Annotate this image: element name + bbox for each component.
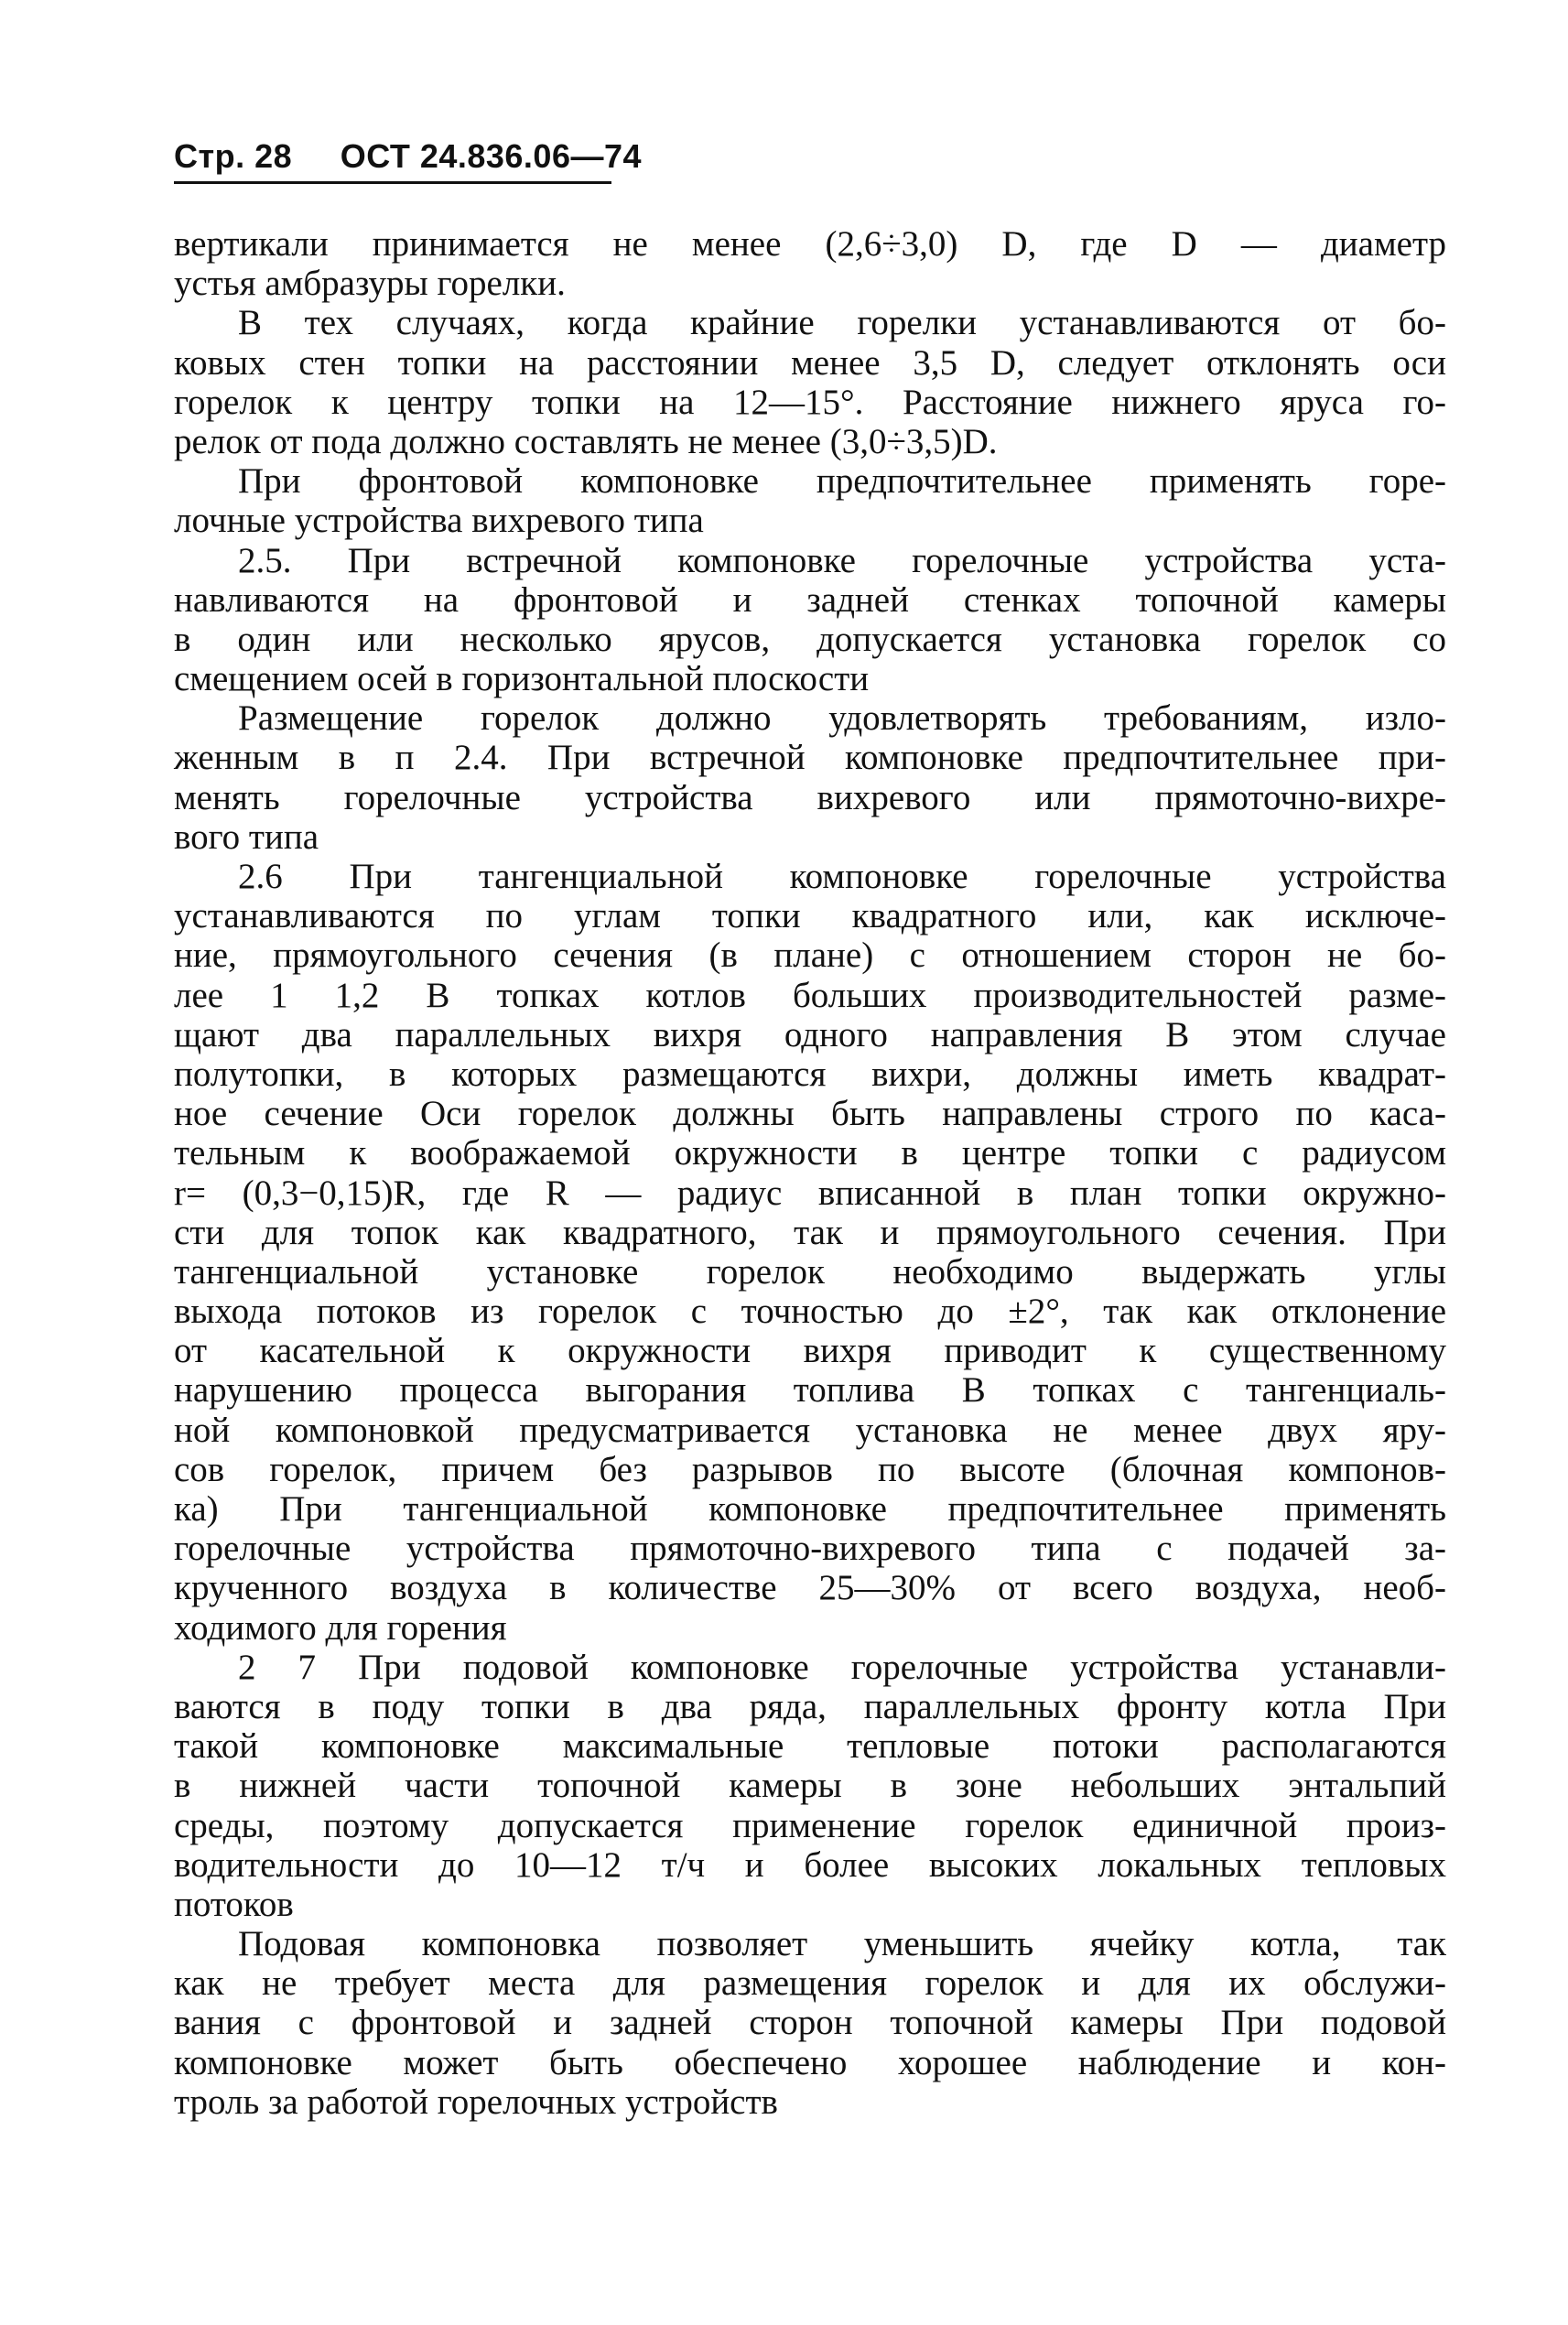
text-line: ваются в поду топки в два ряда, параллельных фронту котла При [174, 1686, 1446, 1726]
text-line: вания с фронтовой и задней сторон топочной камеры При подовой [174, 2003, 1446, 2043]
text-line: вого типа [174, 816, 319, 857]
header-underline [174, 181, 611, 184]
text-line: компоновке может быть обеспечено хорошее наблюдение и кон- [174, 2042, 1446, 2082]
text-line: сти для топок как квадратного, так и прямоугольного сечения. При [174, 1212, 1446, 1252]
text-line: троль за работой горелочных устройств [174, 2082, 778, 2122]
text-line: смещением осей в горизонтальной плоскости [174, 659, 870, 699]
text-line: устанавливаются по углам топки квадратного или, как исключе- [174, 896, 1446, 936]
text-line: среды, поэтому допускается применение горелок единичной произ- [174, 1805, 1446, 1845]
standard-code: ОСТ 24.836.06—74 [340, 137, 643, 175]
text-line: ное сечение Оси горелок должны быть направлены строго по каса- [174, 1094, 1446, 1134]
text-line: в нижней части топочной камеры в зоне небольших энтальпий [174, 1766, 1446, 1806]
text-line: устья амбразуры горелки. [174, 264, 566, 304]
text-line: Подовая компоновка позволяет уменьшить ячейку котла, так [238, 1924, 1446, 1964]
text-line: В тех случаях, когда крайние горелки устанавливаются от бо- [238, 303, 1446, 343]
text-line: релок от пода должно составлять не менее (3,0÷3,5)D. [174, 421, 998, 461]
text-line: крученного воздуха в количестве 25—30% от всего воздуха, необ- [174, 1568, 1446, 1608]
text-line: сов горелок, причем без разрывов по высоте (блочная компонов- [174, 1449, 1446, 1489]
text-line: водительности до 10—12 т/ч и более высоких локальных тепловых [174, 1844, 1446, 1885]
text-line: в один или несколько ярусов, допускается установка горелок со [174, 619, 1446, 659]
text-line: вертикали принимается не менее (2,6÷3,0) D, где D — диаметр [174, 224, 1446, 264]
text-line: 2.6 При тангенциальной компоновке горелочные устройства [238, 857, 1446, 896]
text-line: лее 1 1,2 В топках котлов больших производительностей разме- [174, 975, 1446, 1015]
text-line: полутопки, в которых размещаются вихри, должны иметь квадрат- [174, 1054, 1446, 1094]
text-line: r= (0,3−0,15)R, где R — радиус вписанной в план топки окружно- [174, 1173, 1446, 1213]
text-line: ка) При тангенциальной компоновке предпочтительнее применять [174, 1489, 1446, 1529]
text-line: горелок к центру топки на 12—15°. Расстояние нижнего яруса го- [174, 382, 1446, 422]
text-line: ние, прямоугольного сечения (в плане) с отношением сторон не бо- [174, 935, 1446, 976]
text-line: Размещение горелок должно удовлетворять требованиям, изло- [238, 698, 1446, 739]
text-line: навливаются на фронтовой и задней стенках топочной камеры [174, 579, 1446, 620]
text-line: тангенциальной установке горелок необходимо выдержать углы [174, 1251, 1446, 1292]
text-line: щают два параллельных вихря одного направления В этом случае [174, 1014, 1446, 1054]
text-line: ходимого для горения [174, 1607, 507, 1648]
text-line: горелочные устройства прямоточно-вихревого типа с подачей за- [174, 1529, 1446, 1569]
text-line: тельным к воображаемой окружности в центре топки с радиусом [174, 1133, 1446, 1173]
text-line: от касательной к окружности вихря приводит к существенному [174, 1331, 1446, 1371]
text-line: 2 7 При подовой компоновке горелочные устройства устанавли- [238, 1647, 1446, 1687]
text-line: выхода потоков из горелок с точностью до ±2°, так как отклонение [174, 1292, 1446, 1332]
text-line: ной компоновкой предусматривается установка не менее двух яру- [174, 1410, 1446, 1450]
page-header [174, 137, 642, 176]
text-line: При фронтовой компоновке предпочтительнее применять горе- [238, 461, 1446, 502]
text-line: как не требует места для размещения горелок и для их обслужи- [174, 1963, 1446, 2004]
text-line: такой компоновке максимальные тепловые потоки располагаются [174, 1726, 1446, 1767]
header-spacer [302, 137, 331, 175]
text-line: потоков [174, 1884, 294, 1924]
text-line: 2.5. При встречной компоновке горелочные устройства уста- [238, 540, 1446, 580]
text-line: лочные устройства вихревого типа [174, 501, 704, 541]
text-line: нарушению процесса выгорания топлива В топках с тангенциаль- [174, 1370, 1446, 1411]
body-text [174, 224, 1446, 2122]
text-line: женным в п 2.4. При встречной компоновке предпочтительнее при- [174, 738, 1446, 778]
text-line: ковых стен топки на расстоянии менее 3,5 D, следует отклонять оси [174, 342, 1446, 383]
page-number: Стр. 28 [174, 137, 293, 175]
text-line: менять горелочные устройства вихревого или прямоточно-вихре- [174, 777, 1446, 817]
